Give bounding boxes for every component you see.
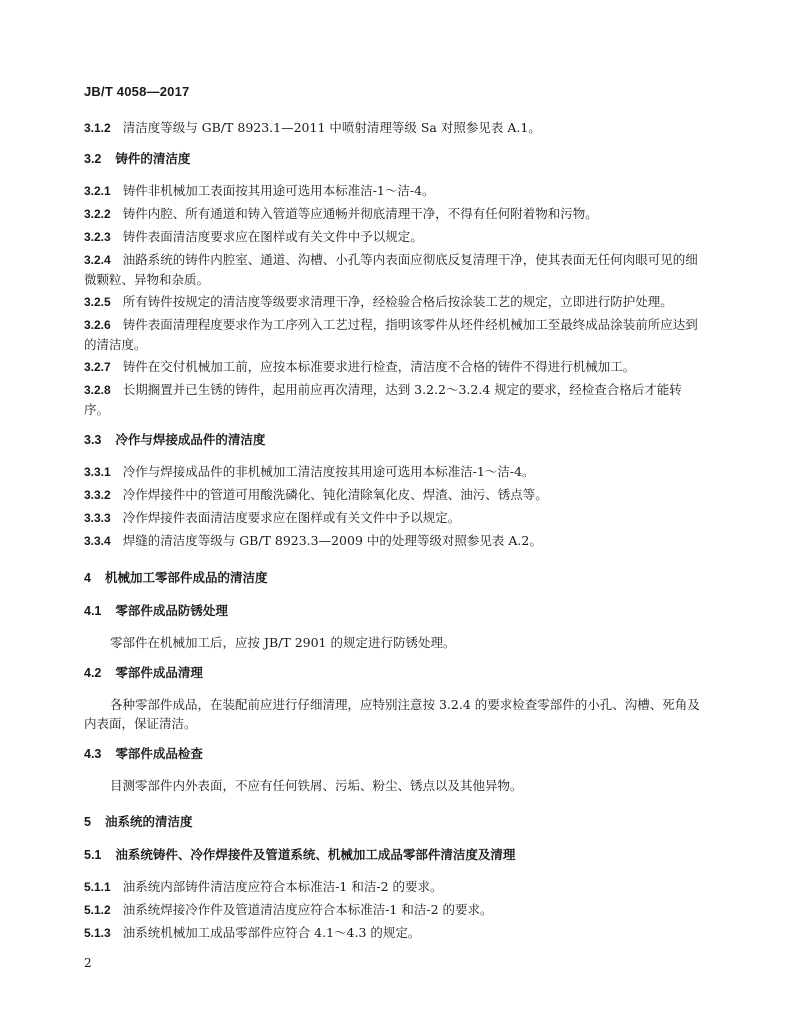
section-number: 3.3 [84, 433, 102, 447]
clause-text: 铸件内腔、所有通道和铸入管道等应通畅并彻底清理干净，不得有任何附着物和污物。 [122, 206, 598, 221]
clause-text: 油系统焊接冷作件及管道清洁度应符合本标准洁-1 和洁-2 的要求。 [122, 902, 493, 917]
section-number: 4 [84, 571, 91, 585]
clause-3-3-4 [84, 531, 706, 551]
section-3-3-heading [84, 431, 706, 450]
section-title: 铸件的清洁度 [115, 152, 191, 166]
section-title: 油系统的清洁度 [104, 815, 193, 829]
section-number: 3.2 [84, 152, 102, 166]
clause-number: 3.2.3 [84, 230, 111, 244]
clause-text: 冷作焊接件表面清洁度要求应在图样或有关文件中予以规定。 [122, 510, 461, 525]
clause-5-1-2 [84, 900, 706, 920]
clause-number: 3.2.2 [84, 207, 111, 221]
clause-3-2-5 [84, 292, 706, 312]
clause-number: 3.1.2 [84, 121, 111, 135]
clause-text: 所有铸件按规定的清洁度等级要求清理干净，经检验合格后按涂装工艺的规定，立即进行防护处理。 [122, 294, 673, 309]
document-body [84, 118, 706, 946]
section-title: 油系统铸件、冷作焊接件及管道系统、机械加工成品零部件清洁度及清理 [115, 848, 516, 862]
paragraph-4-1: 零部件在机械加工后，应按 JB/T 2901 的规定进行防锈处理。 [110, 635, 456, 650]
clause-3-1-2 [84, 118, 706, 138]
paragraph-4-3: 目测零部件内外表面，不应有任何铁屑、污垢、粉尘、锈点以及其他异物。 [110, 778, 523, 793]
clause-text: 清洁度等级与 GB/T 8923.1—2011 中喷射清理等级 Sa 对照参见表 A.1。 [122, 120, 541, 135]
section-title: 冷作与焊接成品件的清洁度 [115, 433, 266, 447]
clause-text: 长期搁置并已生锈的铸件，起用前应再次清理，达到 3.2.2～3.2.4 规定的要求，经检查合格后才能转序。 [84, 382, 682, 417]
clause-number: 3.2.7 [84, 360, 111, 374]
clause-3-2-6 [84, 315, 706, 354]
clause-number: 5.1.2 [84, 903, 111, 917]
section-4-2-heading [84, 664, 706, 683]
clause-3-3-2 [84, 485, 706, 505]
clause-3-2-1 [84, 181, 706, 201]
clause-3-2-3 [84, 227, 706, 247]
section-number: 5.1 [84, 848, 102, 862]
section-5-heading [84, 813, 706, 832]
clause-number: 5.1.1 [84, 880, 111, 894]
clause-text: 油系统内部铸件清洁度应符合本标准洁-1 和洁-2 的要求。 [122, 879, 443, 894]
clause-number: 5.1.3 [84, 926, 111, 940]
clause-text: 铸件非机械加工表面按其用途可选用本标准洁-1～洁-4。 [122, 183, 435, 198]
section-title: 机械加工零部件成品的清洁度 [104, 571, 268, 585]
clause-text: 铸件表面清洁度要求应在图样或有关文件中予以规定。 [122, 229, 423, 244]
clause-3-3-3 [84, 508, 706, 528]
clause-number: 3.3.2 [84, 488, 111, 502]
clause-number: 3.2.5 [84, 295, 111, 309]
section-title: 零部件成品清理 [115, 666, 203, 680]
clause-text: 冷作与焊接成品件的非机械加工清洁度按其用途可选用本标准洁-1～洁-4。 [122, 464, 535, 479]
clause-3-2-7 [84, 357, 706, 377]
section-number: 4.2 [84, 666, 102, 680]
section-4-heading [84, 569, 706, 588]
clause-3-2-2 [84, 204, 706, 224]
clause-number: 3.3.3 [84, 511, 111, 525]
paragraph-4-2: 各种零部件成品，在装配前应进行仔细清理，应特别注意按 3.2.4 的要求检查零部件的小孔、沟槽、死角及内表面，保证清洁。 [84, 697, 700, 731]
clause-text: 铸件在交付机械加工前，应按本标准要求进行检查，清洁度不合格的铸件不得进行机械加工。 [122, 359, 636, 374]
section-4-1-heading [84, 602, 706, 621]
clause-5-1-1 [84, 877, 706, 897]
clause-number: 3.3.1 [84, 465, 111, 479]
section-number: 4.1 [84, 604, 102, 618]
clause-number: 3.2.8 [84, 383, 111, 397]
section-title: 零部件成品检查 [115, 747, 203, 761]
clause-text: 油系统机械加工成品零部件应符合 4.1～4.3 的规定。 [122, 925, 421, 940]
clause-number: 3.3.4 [84, 534, 111, 548]
clause-number: 3.2.1 [84, 184, 111, 198]
clause-3-3-1 [84, 462, 706, 482]
clause-3-2-4 [84, 250, 706, 289]
section-3-2-heading [84, 150, 706, 169]
section-number: 4.3 [84, 747, 102, 761]
clause-3-2-8 [84, 380, 706, 419]
clause-text: 冷作焊接件中的管道可用酸洗磷化、钝化清除氧化皮、焊渣、油污、锈点等。 [122, 487, 548, 502]
section-4-3-heading [84, 745, 706, 764]
document-code: JB/T 4058—2017 [84, 84, 190, 99]
clause-text: 焊缝的清洁度等级与 GB/T 8923.3—2009 中的处理等级对照参见表 A.2。 [122, 533, 542, 548]
clause-5-1-3 [84, 923, 706, 943]
section-5-1-heading [84, 846, 706, 865]
clause-number: 3.2.6 [84, 318, 111, 332]
clause-text: 油路系统的铸件内腔室、通道、沟槽、小孔等内表面应彻底反复清理干净，使其表面无任何肉眼可见的细微颗粒、异物和杂质。 [84, 252, 698, 287]
page-number: 2 [84, 956, 92, 970]
section-number: 5 [84, 815, 91, 829]
clause-text: 铸件表面清理程度要求作为工序列入工艺过程，指明该零件从坯件经机械加工至最终成品涂装前所应达到的清洁度。 [84, 317, 698, 352]
section-title: 零部件成品防锈处理 [115, 604, 228, 618]
clause-number: 3.2.4 [84, 253, 111, 267]
